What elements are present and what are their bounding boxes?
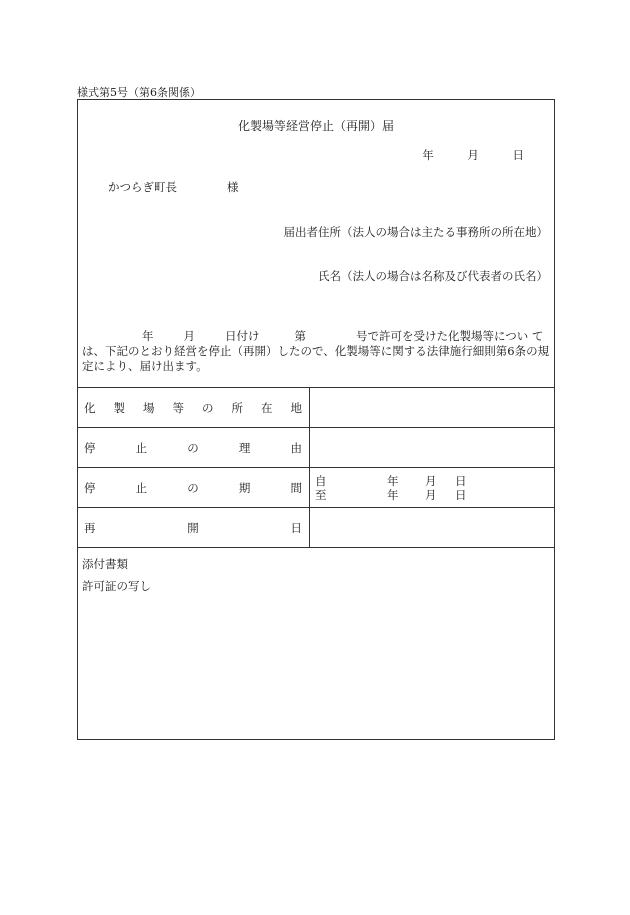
- reason-value-cell[interactable]: [310, 428, 554, 467]
- period-from-day: 日: [455, 474, 467, 488]
- label-char: 間: [290, 481, 302, 495]
- period-to: [315, 488, 467, 502]
- label-char: 所: [231, 401, 243, 415]
- statement-line-1-tail: 号で許可を受けた化製場等につい て: [356, 329, 544, 343]
- row-label-reopen: [84, 508, 302, 548]
- label-char: 在: [261, 401, 273, 415]
- label-char: 等: [172, 401, 184, 415]
- label-char: 由: [290, 441, 302, 455]
- location-value-cell[interactable]: [310, 388, 554, 427]
- label-char: の: [187, 441, 199, 455]
- label-char: 製: [113, 401, 125, 415]
- statement-line-2: は、下記のとおり経営を停止（再開）したので、化製場等に関する法律施行細則第6条の規: [82, 344, 550, 358]
- period-to-month: 月: [425, 488, 437, 502]
- period-value-cell[interactable]: [315, 474, 467, 502]
- date-year: 年: [422, 148, 434, 162]
- period-to-day: 日: [455, 488, 467, 502]
- row-label-location: [84, 388, 302, 428]
- label-char: 化: [84, 401, 96, 415]
- row-label-reason: [84, 428, 302, 468]
- attachments-title: 添付書類: [82, 557, 128, 571]
- label-char: 停: [84, 441, 96, 455]
- period-to-year: 年: [387, 488, 399, 502]
- attachment-item: 許可証の写し: [82, 579, 151, 593]
- label-char: 期: [238, 481, 251, 495]
- form-title: 化製場等経営停止（再開）届: [237, 119, 394, 133]
- label-char: 地: [290, 401, 302, 415]
- statement-line-1: [82, 329, 552, 344]
- reopen-value-cell[interactable]: [310, 508, 554, 547]
- label-char: 日: [290, 521, 302, 535]
- row-label-period: [84, 468, 302, 508]
- label-char: の: [202, 401, 214, 415]
- addressee: [108, 179, 239, 195]
- label-char: 場: [143, 401, 155, 415]
- addressee-honorific: 様: [227, 180, 239, 194]
- label-char: 停: [84, 481, 96, 495]
- period-from: [315, 474, 467, 488]
- label-char: 再: [84, 521, 96, 535]
- statement-month: 月: [183, 329, 195, 343]
- label-char: の: [187, 481, 199, 495]
- statement-line-3: 定により、届け出ます。: [82, 359, 208, 373]
- period-from-month: 月: [425, 474, 437, 488]
- date-day: 日: [512, 148, 524, 162]
- date-month: 月: [467, 148, 479, 162]
- period-from-year: 年: [387, 474, 399, 488]
- label-char: 止: [135, 441, 148, 455]
- statement-year: 年: [142, 329, 154, 343]
- period-to-label: 至: [315, 488, 327, 502]
- label-char: 開: [187, 521, 199, 535]
- statement-text: [82, 329, 552, 374]
- applicant-name-label: 氏名（法人の場合は名称及び代表者の氏名）: [318, 269, 548, 283]
- statement-dated: 日付け: [225, 329, 260, 343]
- period-from-label: 自: [315, 474, 327, 488]
- label-char: 理: [238, 441, 251, 455]
- applicant-address-label: 届出者住所（法人の場合は主たる事務所の所在地）: [283, 225, 548, 239]
- label-char: 止: [135, 481, 148, 495]
- form-number: 様式第5号（第6条関係）: [77, 86, 201, 99]
- addressee-name: かつらぎ町長: [108, 180, 177, 194]
- statement-number-prefix: 第: [294, 329, 306, 343]
- submission-date: [392, 147, 524, 163]
- form-frame: [77, 99, 555, 740]
